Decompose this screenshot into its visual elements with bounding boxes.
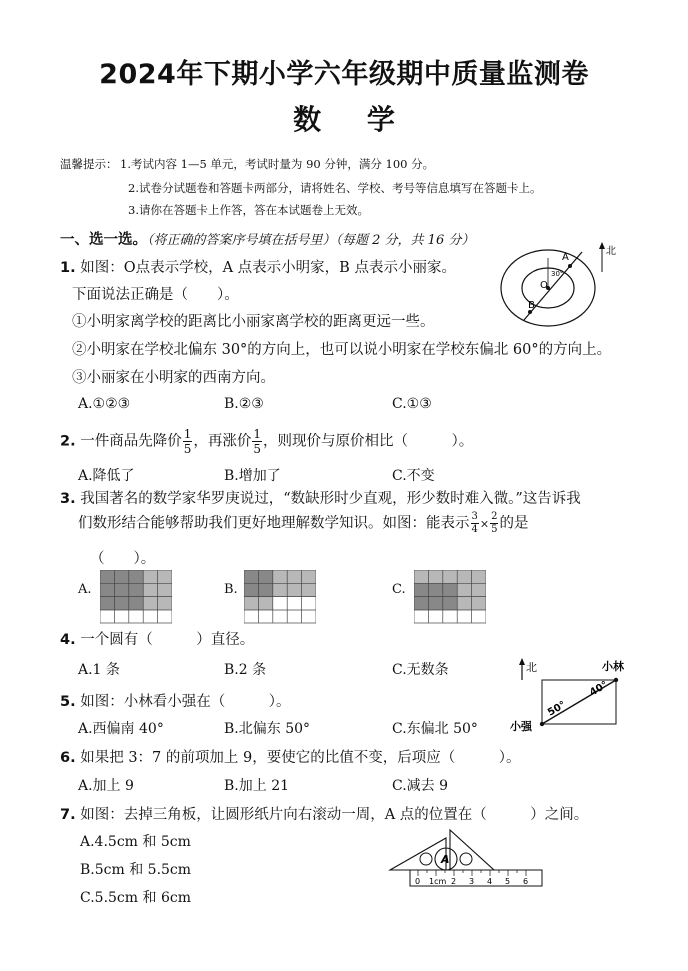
q3-option-b-label: B.	[224, 582, 238, 597]
q4-line	[60, 628, 254, 649]
q5-option-a[interactable]: A.西偏南 40°	[78, 721, 164, 737]
q7-tick-6: 6	[523, 877, 529, 886]
q1-line-1	[60, 256, 456, 277]
tips-line-1: 1.考试内容 1—5 单元，考试时量为 90 分钟，满分 100 分。	[120, 157, 435, 171]
q3-text-2-post: 的是	[499, 515, 529, 532]
q5-direction-figure	[508, 656, 640, 736]
q3-grid-c	[414, 570, 486, 624]
q6-number: 6.	[60, 750, 76, 766]
q4-option-a[interactable]: A.1 条	[78, 662, 120, 678]
q5-angle-40-label: 40°	[588, 679, 610, 699]
q7-option-c[interactable]: C.5.5cm 和 6cm	[80, 890, 191, 906]
q2-number: 2.	[60, 433, 76, 450]
q5-option-c[interactable]: C.东偏北 50°	[392, 721, 478, 737]
q5-option-b[interactable]: B.北偏东 50°	[224, 721, 311, 737]
q3-grid-b	[244, 570, 316, 624]
q7-tick-1: 1cm	[429, 877, 447, 886]
q3-option-a[interactable]	[78, 570, 178, 626]
q5-line	[60, 690, 290, 711]
q7-tick-3: 3	[469, 877, 475, 886]
q2-option-a[interactable]: A.降低了	[78, 468, 135, 484]
subject-title: 数 学	[293, 103, 413, 136]
q3-text-2: 们数形结合能够帮助我们更好地理解数学知识。如图：能表示	[78, 515, 470, 532]
q7-tick-2: 2	[451, 877, 457, 886]
q5-xiaoqiang-label: 小强	[510, 720, 532, 733]
q7-number: 7.	[60, 807, 76, 823]
q1-option-a[interactable]: A.①②③	[78, 396, 131, 412]
q4-stem: 一个圆有（ ）直径。	[80, 632, 255, 648]
q7-line	[60, 803, 588, 824]
tips-line-3: 3.请你在答题卡上作答，答在本试题卷上无效。	[128, 203, 369, 217]
q2-text-pre: 一件商品先降价	[80, 433, 182, 450]
q3-line-3: （ ）。	[90, 551, 156, 567]
section-note: （将正确的答案序号填在括号里）（每题 2 分，共 16 分）	[147, 233, 475, 248]
q6-stem: 如果把 3：7 的前项加上 9，要使它的比值不变，后项应（ ）。	[80, 750, 521, 766]
q2-option-c[interactable]: C.不变	[392, 468, 435, 484]
q6-option-b[interactable]: B.加上 21	[224, 778, 290, 794]
q2-stem	[60, 428, 473, 455]
q2-option-b[interactable]: B.增加了	[224, 468, 281, 484]
q4-option-c[interactable]: C.无数条	[392, 662, 449, 678]
tips-label: 温馨提示：	[60, 157, 118, 171]
q2-text-mid: ，再涨价	[193, 433, 252, 450]
q3-option-a-label: A.	[78, 582, 92, 597]
q1-point-o-label: O	[540, 280, 548, 291]
q2-fraction-1: $\frac{1}{5}$	[183, 427, 192, 456]
section-title: 一、选一选。	[60, 232, 147, 248]
q3-number: 3.	[60, 491, 76, 507]
q3-option-c-label: C.	[392, 582, 406, 597]
q1-statement-2: ②小明家在学校北偏东 30°的方向上，也可以说小明家在学校东偏北 60°的方向上。	[72, 342, 612, 358]
q3-grid-a	[100, 570, 172, 624]
q1-point-a-label: A	[562, 252, 569, 263]
q3-fraction-2: $\frac{2}{5}$	[491, 511, 498, 535]
q5-xiaolin-label: 小林	[602, 660, 624, 673]
q7-point-a-label: A	[441, 853, 450, 866]
q3-text-1: 我国著名的数学家华罗庚说过，“数缺形时少直观，形少数时难入微。”这告诉我	[80, 491, 581, 507]
q6-option-a[interactable]: A.加上 9	[78, 778, 134, 794]
q4-number: 4.	[60, 632, 76, 648]
exam-title: 2024年下期小学六年级期中质量监测卷	[99, 59, 589, 90]
q1-angle-label: 30°	[551, 270, 564, 278]
q1-option-c[interactable]: C.①③	[392, 396, 432, 412]
q7-option-a[interactable]: A.4.5cm 和 5cm	[80, 834, 191, 850]
q1-compass-figure	[496, 238, 616, 338]
q3-line-1	[60, 487, 581, 508]
tips-line-2: 2.试卷分试题卷和答题卡两部分，请将姓名、学校、考号等信息填写在答题卡上。	[128, 181, 542, 195]
q6-line	[60, 746, 520, 767]
q6-option-c[interactable]: C.减去 9	[392, 778, 449, 794]
q1-stem: 如图：O点表示学校，A 点表示小明家，B 点表示小丽家。	[80, 260, 456, 276]
q1-north-label: 北	[606, 246, 616, 257]
q3-option-c[interactable]	[392, 570, 492, 626]
q3-times-sign: ×	[479, 517, 490, 531]
q1-number: 1.	[60, 260, 76, 276]
section-heading	[60, 228, 474, 249]
q5-stem: 如图：小林看小强在（ ）。	[80, 694, 291, 710]
q3-fraction-1: $\frac{3}{4}$	[471, 511, 478, 535]
q1-statement-3: ③小丽家在小明家的西南方向。	[72, 370, 275, 386]
q7-tick-5: 5	[505, 877, 511, 886]
q7-stem: 如图：去掉三角板，让圆形纸片向右滚动一周，A 点的位置在（ ）之间。	[80, 807, 589, 823]
q7-ruler-figure	[388, 826, 544, 890]
q5-number: 5.	[60, 694, 76, 710]
q2-text-post: ，则现价与原价相比（ ）。	[263, 433, 474, 450]
q7-option-b[interactable]: B.5cm 和 5.5cm	[80, 862, 192, 878]
q5-angle-50-label: 50°	[546, 699, 568, 719]
q4-option-b[interactable]: B.2 条	[224, 662, 267, 678]
q1-line-2: 下面说法正确是（ ）。	[72, 287, 239, 303]
q3-line-2	[78, 512, 528, 536]
q7-tick-4: 4	[487, 877, 493, 886]
q7-tick-0: 0	[415, 877, 421, 886]
q3-option-b[interactable]	[224, 570, 324, 626]
q5-north-label: 北	[526, 661, 537, 674]
q2-fraction-2: $\frac{1}{5}$	[253, 427, 261, 456]
q1-option-b[interactable]: B.②③	[224, 396, 264, 412]
q1-statement-1: ①小明家离学校的距离比小丽家离学校的距离更远一些。	[72, 314, 435, 330]
q1-point-b-label: B	[528, 300, 535, 311]
